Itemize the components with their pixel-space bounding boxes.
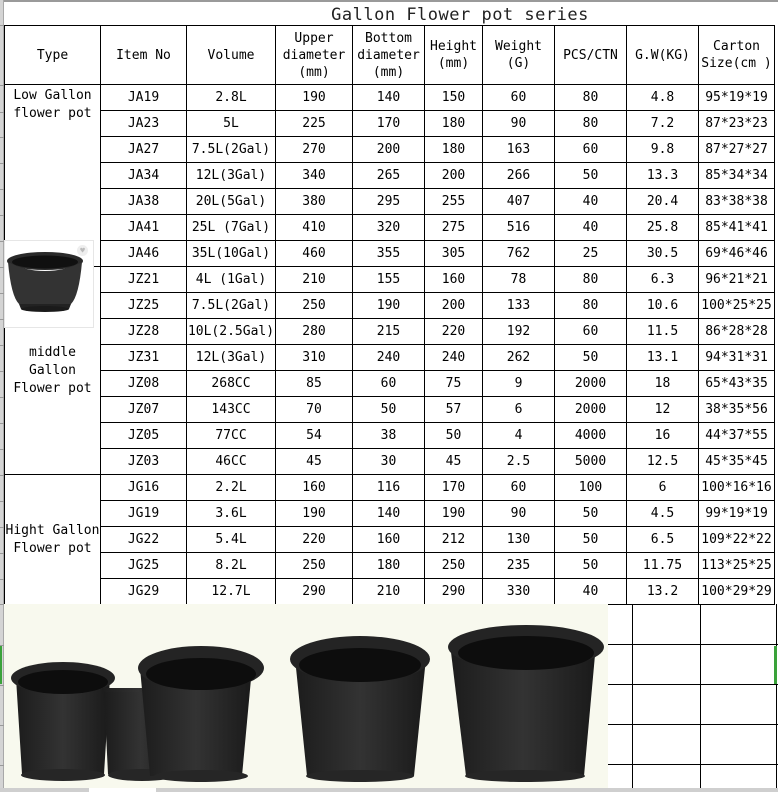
table-row xyxy=(5,501,775,527)
table-cell[interactable]: 25 xyxy=(555,241,627,267)
table-cell[interactable]: 80 xyxy=(555,111,627,137)
table-cell[interactable]: JA41 xyxy=(101,215,187,241)
sheet-title: Gallon Flower pot series xyxy=(331,5,589,25)
table-cell[interactable]: 38 xyxy=(353,423,425,449)
type-cell[interactable]: Low Gallon flower pot xyxy=(5,85,101,267)
table-cell[interactable]: 85*34*34 xyxy=(699,163,775,189)
table-cell[interactable]: 4.8 xyxy=(627,85,699,111)
table-cell[interactable]: 12.7L xyxy=(187,579,276,605)
table-row xyxy=(5,319,775,345)
table-cell[interactable]: JG16 xyxy=(101,475,187,501)
table-cell[interactable]: 380 xyxy=(276,189,353,215)
row-divider xyxy=(0,604,4,605)
table-cell[interactable]: 133 xyxy=(483,293,555,319)
table-cell[interactable]: 45 xyxy=(276,449,353,475)
table-cell[interactable]: 45 xyxy=(425,449,483,475)
table-cell[interactable]: 35L(10Gal) xyxy=(187,241,276,267)
table-cell[interactable]: 38*35*56 xyxy=(699,397,775,423)
table-cell[interactable]: 109*22*22 xyxy=(699,527,775,553)
table-cell[interactable]: 250 xyxy=(276,553,353,579)
table-cell[interactable]: 46CC xyxy=(187,449,276,475)
table-cell[interactable]: 100*25*25 xyxy=(699,293,775,319)
table-cell[interactable]: 163 xyxy=(483,137,555,163)
table-cell[interactable]: 44*37*55 xyxy=(699,423,775,449)
table-cell[interactable]: 210 xyxy=(276,267,353,293)
table-cell[interactable]: 2.2L xyxy=(187,475,276,501)
table-cell[interactable]: 96*21*21 xyxy=(699,267,775,293)
table-cell[interactable]: 60 xyxy=(555,137,627,163)
table-cell[interactable]: 7.5L(2Gal) xyxy=(187,293,276,319)
table-cell[interactable]: 87*23*23 xyxy=(699,111,775,137)
table-cell[interactable]: 160 xyxy=(353,527,425,553)
table-cell[interactable]: 69*46*46 xyxy=(699,241,775,267)
row-divider xyxy=(0,345,4,346)
table-cell[interactable]: JZ08 xyxy=(101,371,187,397)
table-cell[interactable]: 140 xyxy=(353,85,425,111)
table-cell[interactable]: 225 xyxy=(276,111,353,137)
row-divider xyxy=(0,397,4,398)
row-divider xyxy=(0,112,4,113)
grid-line xyxy=(776,604,777,788)
row-divider xyxy=(0,189,4,190)
table-cell[interactable]: 87*27*27 xyxy=(699,137,775,163)
table-cell[interactable]: 212 xyxy=(425,527,483,553)
table-cell[interactable]: 45*35*45 xyxy=(699,449,775,475)
table-cell[interactable]: JA38 xyxy=(101,189,187,215)
table-cell[interactable]: 250 xyxy=(276,293,353,319)
table-cell[interactable]: 8.2L xyxy=(187,553,276,579)
row-divider xyxy=(0,765,4,766)
table-cell[interactable]: JG25 xyxy=(101,553,187,579)
table-cell[interactable]: 20.4 xyxy=(627,189,699,215)
row-divider xyxy=(0,579,4,580)
table-cell[interactable]: 6 xyxy=(627,475,699,501)
table-row xyxy=(5,449,775,475)
table-cell[interactable]: 50 xyxy=(555,553,627,579)
row-divider xyxy=(0,319,4,320)
table-row xyxy=(5,241,775,267)
table-cell[interactable]: 355 xyxy=(353,241,425,267)
table-row xyxy=(5,137,775,163)
table-cell[interactable]: 200 xyxy=(425,293,483,319)
column-header[interactable]: Upper diameter (mm) xyxy=(276,26,353,85)
table-cell[interactable]: 11.75 xyxy=(627,553,699,579)
table-cell[interactable]: JA23 xyxy=(101,111,187,137)
table-cell[interactable]: 13.2 xyxy=(627,579,699,605)
grid-line xyxy=(632,604,633,788)
table-cell[interactable]: 13.3 xyxy=(627,163,699,189)
table-cell[interactable]: 130 xyxy=(483,527,555,553)
table-cell[interactable]: 280 xyxy=(276,319,353,345)
table-cell[interactable]: 6.3 xyxy=(627,267,699,293)
row-divider xyxy=(0,293,4,294)
table-cell[interactable]: 60 xyxy=(555,319,627,345)
table-cell[interactable]: 12 xyxy=(627,397,699,423)
row-divider xyxy=(0,163,4,164)
table-cell[interactable]: 85*41*41 xyxy=(699,215,775,241)
table-cell[interactable]: 86*28*28 xyxy=(699,319,775,345)
table-cell[interactable]: 140 xyxy=(353,501,425,527)
table-cell[interactable]: 100*16*16 xyxy=(699,475,775,501)
sheet-tab-active[interactable] xyxy=(89,788,156,792)
low-pot-image[interactable] xyxy=(4,240,94,328)
type-cell[interactable]: Hight Gallon Flower pot xyxy=(5,475,101,605)
table-cell[interactable]: 40 xyxy=(555,189,627,215)
table-cell[interactable]: 268CC xyxy=(187,371,276,397)
column-header[interactable]: PCS/CTN xyxy=(555,26,627,85)
table-cell[interactable]: 2.5 xyxy=(483,449,555,475)
table-row xyxy=(5,189,775,215)
table-cell[interactable]: 5.4L xyxy=(187,527,276,553)
table-cell[interactable]: 262 xyxy=(483,345,555,371)
table-cell[interactable]: 2000 xyxy=(555,397,627,423)
row-divider xyxy=(0,85,4,86)
table-cell[interactable]: 13.1 xyxy=(627,345,699,371)
table-cell[interactable]: 266 xyxy=(483,163,555,189)
table-row xyxy=(5,423,775,449)
table-cell[interactable]: 3.6L xyxy=(187,501,276,527)
table-cell[interactable]: 180 xyxy=(425,137,483,163)
table-cell[interactable]: 50 xyxy=(555,163,627,189)
table-cell[interactable]: 30 xyxy=(353,449,425,475)
column-header[interactable]: Volume xyxy=(187,26,276,85)
selection-indicator-left xyxy=(0,646,2,684)
product-table xyxy=(4,25,775,605)
table-cell[interactable]: 116 xyxy=(353,475,425,501)
table-cell[interactable]: JA19 xyxy=(101,85,187,111)
table-cell[interactable]: 30.5 xyxy=(627,241,699,267)
table-cell[interactable]: 90 xyxy=(483,501,555,527)
table-cell[interactable]: 4L (1Gal) xyxy=(187,267,276,293)
row-divider xyxy=(0,725,4,726)
table-cell[interactable]: 295 xyxy=(353,189,425,215)
table-cell[interactable]: 516 xyxy=(483,215,555,241)
row-divider xyxy=(0,501,4,502)
type-cell[interactable]: middle Gallon Flower pot xyxy=(5,267,101,475)
table-cell[interactable]: 250 xyxy=(425,553,483,579)
table-cell[interactable]: 190 xyxy=(353,293,425,319)
table-row xyxy=(5,345,775,371)
table-row xyxy=(5,85,775,111)
table-cell[interactable]: 25L (7Gal) xyxy=(187,215,276,241)
table-cell[interactable]: JG29 xyxy=(101,579,187,605)
table-cell[interactable]: 12L(3Gal) xyxy=(187,163,276,189)
row-divider xyxy=(0,553,4,554)
table-cell[interactable]: 330 xyxy=(483,579,555,605)
table-cell[interactable]: 220 xyxy=(276,527,353,553)
table-cell[interactable]: 78 xyxy=(483,267,555,293)
column-header[interactable]: Bottom diameter (mm) xyxy=(353,26,425,85)
table-cell[interactable]: 170 xyxy=(425,475,483,501)
table-cell[interactable]: 40 xyxy=(555,579,627,605)
table-cell[interactable]: 240 xyxy=(353,345,425,371)
table-cell[interactable]: JA46 xyxy=(101,241,187,267)
table-cell[interactable]: 70 xyxy=(276,397,353,423)
table-cell[interactable]: JG22 xyxy=(101,527,187,553)
table-cell[interactable]: 170 xyxy=(353,111,425,137)
favorite-icon[interactable]: ♥ xyxy=(77,245,88,256)
table-cell[interactable]: 60 xyxy=(353,371,425,397)
table-cell[interactable]: 7.2 xyxy=(627,111,699,137)
table-cell[interactable]: 180 xyxy=(425,111,483,137)
table-cell[interactable]: 9 xyxy=(483,371,555,397)
table-cell[interactable]: 50 xyxy=(555,501,627,527)
row-divider xyxy=(0,527,4,528)
table-cell[interactable]: 290 xyxy=(425,579,483,605)
table-row xyxy=(5,371,775,397)
table-cell[interactable]: 40 xyxy=(555,215,627,241)
table-cell[interactable]: 5000 xyxy=(555,449,627,475)
row-divider xyxy=(0,137,4,138)
table-cell[interactable]: 192 xyxy=(483,319,555,345)
table-cell[interactable]: 160 xyxy=(276,475,353,501)
table-cell[interactable]: JZ25 xyxy=(101,293,187,319)
table-cell[interactable]: 4000 xyxy=(555,423,627,449)
row-divider xyxy=(0,267,4,268)
table-cell[interactable]: 11.5 xyxy=(627,319,699,345)
table-cell[interactable]: JZ21 xyxy=(101,267,187,293)
row-divider xyxy=(0,215,4,216)
table-cell[interactable]: 310 xyxy=(276,345,353,371)
table-cell[interactable]: 65*43*35 xyxy=(699,371,775,397)
column-header[interactable]: Type xyxy=(5,26,101,85)
table-cell[interactable]: 240 xyxy=(425,345,483,371)
table-cell[interactable]: 235 xyxy=(483,553,555,579)
table-row xyxy=(5,527,775,553)
table-cell[interactable]: JZ28 xyxy=(101,319,187,345)
table-row xyxy=(5,475,775,501)
tall-pots-image[interactable] xyxy=(4,604,608,788)
column-header[interactable]: Height (mm) xyxy=(425,26,483,85)
table-cell[interactable]: 155 xyxy=(353,267,425,293)
table-cell[interactable]: 94*31*31 xyxy=(699,345,775,371)
table-cell[interactable]: 460 xyxy=(276,241,353,267)
column-header[interactable]: Item No xyxy=(101,26,187,85)
table-cell[interactable]: 60 xyxy=(483,85,555,111)
table-cell[interactable]: JG19 xyxy=(101,501,187,527)
table-row xyxy=(5,267,775,293)
table-cell[interactable]: JZ31 xyxy=(101,345,187,371)
column-header[interactable]: Weight (G) xyxy=(483,26,555,85)
table-cell[interactable]: 290 xyxy=(276,579,353,605)
header-row xyxy=(5,26,775,85)
row-divider xyxy=(0,241,4,242)
row-divider xyxy=(0,475,4,476)
table-cell[interactable]: 50 xyxy=(555,527,627,553)
table-cell[interactable]: 210 xyxy=(353,579,425,605)
table-cell[interactable]: JZ07 xyxy=(101,397,187,423)
table-cell[interactable]: JA34 xyxy=(101,163,187,189)
table-cell[interactable]: 150 xyxy=(425,85,483,111)
table-cell[interactable]: 190 xyxy=(276,501,353,527)
table-cell[interactable]: JA27 xyxy=(101,137,187,163)
table-cell[interactable]: JZ05 xyxy=(101,423,187,449)
table-row xyxy=(5,215,775,241)
table-cell[interactable]: 10.6 xyxy=(627,293,699,319)
pots-photo-icon xyxy=(4,604,608,788)
table-cell[interactable]: 100*29*29 xyxy=(699,579,775,605)
table-cell[interactable]: 100 xyxy=(555,475,627,501)
table-cell[interactable]: 77CC xyxy=(187,423,276,449)
table-cell[interactable]: 255 xyxy=(425,189,483,215)
table-cell[interactable]: 180 xyxy=(353,553,425,579)
table-cell[interactable]: 50 xyxy=(425,423,483,449)
table-cell[interactable]: 90 xyxy=(483,111,555,137)
table-row xyxy=(5,579,775,605)
table-cell[interactable]: 270 xyxy=(276,137,353,163)
table-cell[interactable]: 113*25*25 xyxy=(699,553,775,579)
table-cell[interactable]: 20L(5Gal) xyxy=(187,189,276,215)
table-cell[interactable]: 60 xyxy=(483,475,555,501)
table-cell[interactable]: 80 xyxy=(555,267,627,293)
column-header[interactable]: Carton Size(cm ) xyxy=(699,26,775,85)
table-cell[interactable]: 80 xyxy=(555,85,627,111)
table-row xyxy=(5,397,775,423)
table-cell[interactable]: 762 xyxy=(483,241,555,267)
table-cell[interactable]: 200 xyxy=(353,137,425,163)
table-cell[interactable]: 85 xyxy=(276,371,353,397)
table-cell[interactable]: 2.8L xyxy=(187,85,276,111)
table-cell[interactable]: 25.8 xyxy=(627,215,699,241)
table-cell[interactable]: 320 xyxy=(353,215,425,241)
table-cell[interactable]: 12L(3Gal) xyxy=(187,345,276,371)
table-cell[interactable]: 215 xyxy=(353,319,425,345)
table-row xyxy=(5,293,775,319)
table-cell[interactable]: 220 xyxy=(425,319,483,345)
table-cell[interactable]: 6 xyxy=(483,397,555,423)
table-cell[interactable]: 265 xyxy=(353,163,425,189)
table-cell[interactable]: 340 xyxy=(276,163,353,189)
table-row xyxy=(5,553,775,579)
table-cell[interactable]: 99*19*19 xyxy=(699,501,775,527)
table-cell[interactable]: 83*38*38 xyxy=(699,189,775,215)
table-cell[interactable]: 57 xyxy=(425,397,483,423)
selection-indicator xyxy=(774,646,777,684)
table-cell[interactable]: 200 xyxy=(425,163,483,189)
table-cell[interactable]: 50 xyxy=(555,345,627,371)
table-cell[interactable]: 95*19*19 xyxy=(699,85,775,111)
table-row xyxy=(5,111,775,137)
table-cell[interactable]: 80 xyxy=(555,293,627,319)
table-cell[interactable]: 4.5 xyxy=(627,501,699,527)
table-cell[interactable]: 6.5 xyxy=(627,527,699,553)
table-cell[interactable]: 190 xyxy=(425,501,483,527)
table-cell[interactable]: 16 xyxy=(627,423,699,449)
table-cell[interactable]: 10L(2.5Gal) xyxy=(187,319,276,345)
table-cell[interactable]: 50 xyxy=(353,397,425,423)
table-cell[interactable]: 7.5L(2Gal) xyxy=(187,137,276,163)
table-cell[interactable]: 75 xyxy=(425,371,483,397)
table-cell[interactable]: JZ03 xyxy=(101,449,187,475)
table-cell[interactable]: 54 xyxy=(276,423,353,449)
row-divider xyxy=(0,449,4,450)
table-cell[interactable]: 305 xyxy=(425,241,483,267)
grid-line xyxy=(700,604,701,788)
table-cell[interactable]: 143CC xyxy=(187,397,276,423)
row-divider xyxy=(0,685,4,686)
title-row xyxy=(4,0,778,26)
row-divider xyxy=(0,645,4,646)
table-row xyxy=(5,163,775,189)
table-cell[interactable]: 12.5 xyxy=(627,449,699,475)
row-divider xyxy=(0,423,4,424)
table-cell[interactable]: 160 xyxy=(425,267,483,293)
table-cell[interactable]: 9.8 xyxy=(627,137,699,163)
table-cell[interactable]: 275 xyxy=(425,215,483,241)
table-cell[interactable]: 4 xyxy=(483,423,555,449)
row-divider xyxy=(0,371,4,372)
table-cell[interactable]: 407 xyxy=(483,189,555,215)
column-header[interactable]: G.W(KG) xyxy=(627,26,699,85)
table-cell[interactable]: 2000 xyxy=(555,371,627,397)
table-cell[interactable]: 190 xyxy=(276,85,353,111)
table-cell[interactable]: 18 xyxy=(627,371,699,397)
row-divider xyxy=(0,25,4,26)
table-cell[interactable]: 410 xyxy=(276,215,353,241)
table-cell[interactable]: 5L xyxy=(187,111,276,137)
